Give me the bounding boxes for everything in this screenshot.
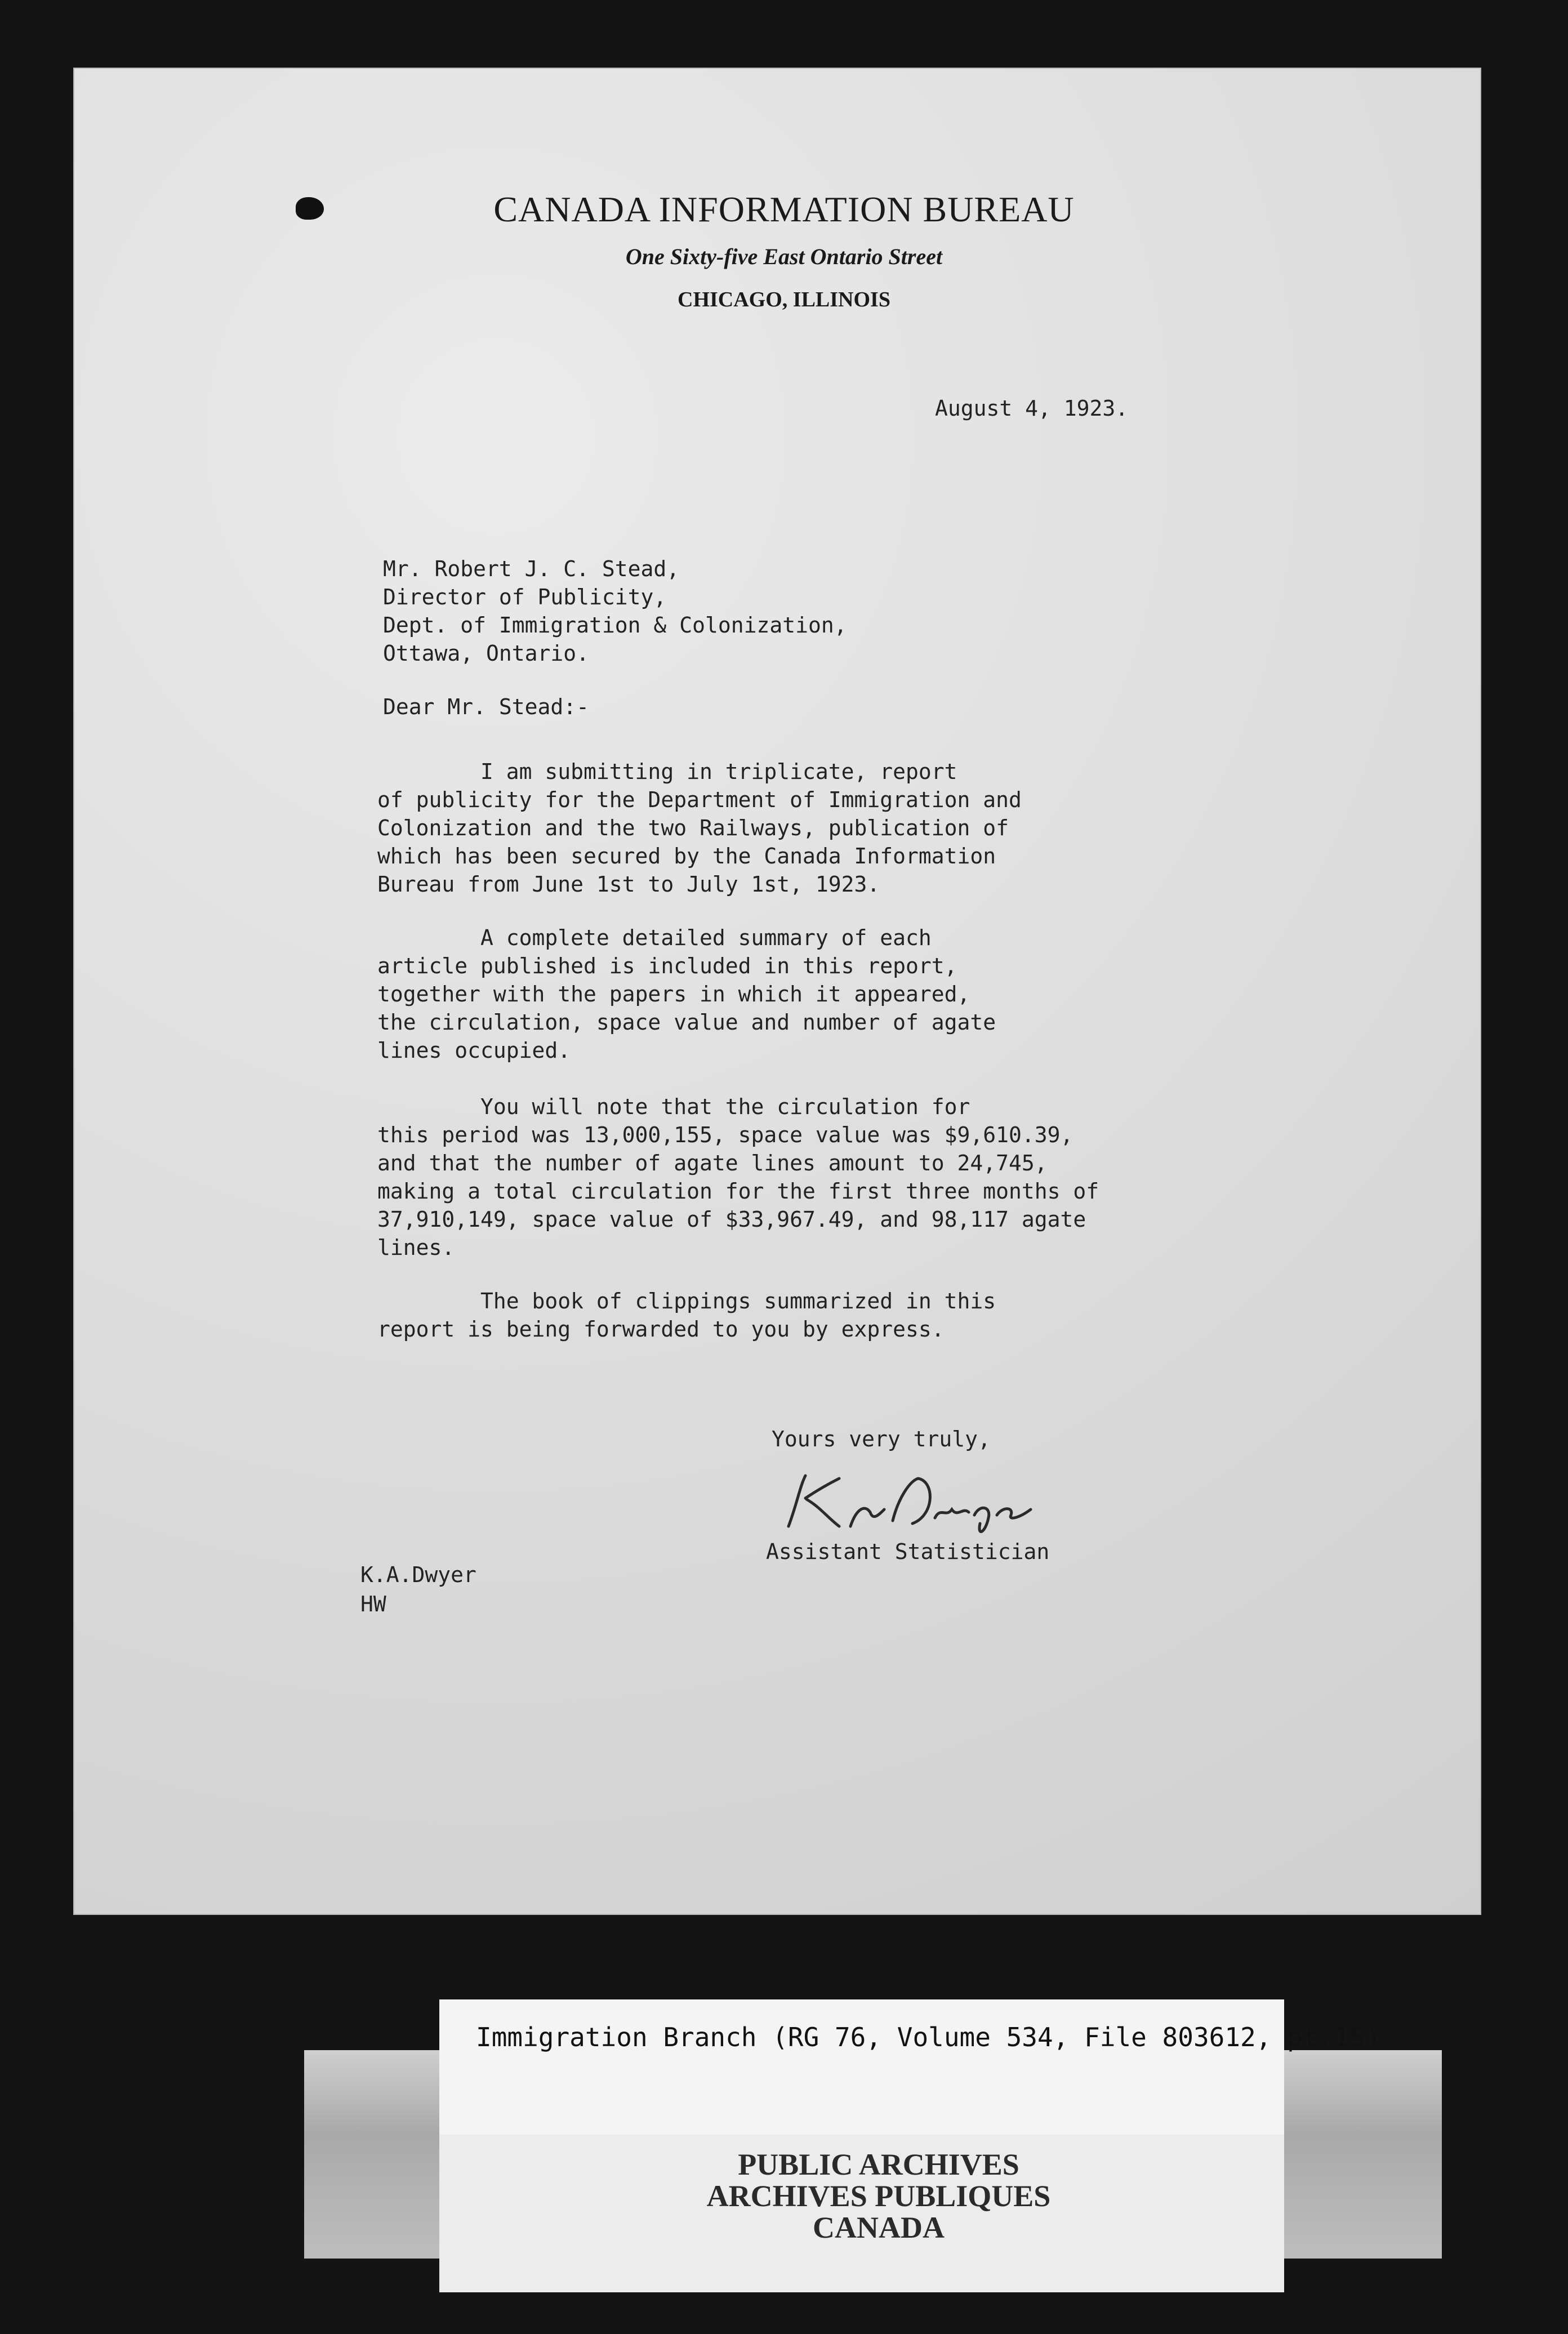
body-paragraph-2 — [377, 924, 996, 1064]
letter-date: August 4, 1923. — [935, 396, 1129, 421]
text-line: making a total circulation for the first three months of — [377, 1179, 1099, 1204]
recipient-address — [383, 555, 847, 667]
stamp-line: PUBLIC ARCHIVES — [738, 2148, 1019, 2181]
address-line: Mr. Robert J. C. Stead, — [383, 556, 680, 581]
address-line: Director of Publicity, — [383, 585, 667, 609]
text-line: article published is included in this report, — [377, 954, 957, 978]
text-line: of publicity for the Department of Immigration and — [377, 787, 1022, 812]
text-line: and that the number of agate lines amount to 24,745, — [377, 1151, 1048, 1175]
closing: Yours very truly, — [772, 1427, 991, 1451]
signer-title: Assistant Statistician — [766, 1539, 1050, 1564]
text-line: lines. — [377, 1235, 455, 1260]
archive-label: Immigration Branch (RG 76, Volume 534, File 803612, pt.15) — [476, 2022, 1381, 2052]
text-line: The book of clippings summarized in this — [377, 1289, 996, 1313]
reference-line: HW — [360, 1592, 386, 1616]
letterhead-city: CHICAGO, ILLINOIS — [678, 288, 890, 311]
salutation: Dear Mr. Stead:- — [383, 694, 590, 719]
text-line: together with the papers in which it appeared, — [377, 982, 970, 1006]
body-paragraph-3 — [377, 1093, 1099, 1262]
text-line: this period was 13,000,155, space value was $9,610.39, — [377, 1123, 1073, 1147]
letterhead-street: One Sixty-five East Ontario Street — [625, 244, 943, 269]
letterhead-organization: CANADA INFORMATION BUREAU — [493, 189, 1075, 229]
stamp-line: ARCHIVES PUBLIQUES — [706, 2179, 1051, 2213]
text-line: Colonization and the two Railways, publication of — [377, 816, 1009, 840]
text-line: report is being forwarded to you by express. — [377, 1317, 945, 1342]
body-paragraph-1 — [377, 758, 1022, 898]
archive-label-card — [439, 1999, 1381, 2135]
reference-line: K.A.Dwyer — [360, 1562, 476, 1587]
stamp-line: CANADA — [813, 2211, 945, 2244]
handwritten-signature — [766, 1464, 1059, 1543]
text-line: 37,910,149, space value of $33,967.49, and 98,117 agate — [377, 1207, 1086, 1232]
text-line: Bureau from June 1st to July 1st, 1923. — [377, 872, 880, 897]
address-line: Ottawa, Ontario. — [383, 641, 590, 666]
text-line: lines occupied. — [377, 1038, 571, 1063]
text-line: I am submitting in triplicate, report — [377, 759, 957, 784]
body-paragraph-4 — [377, 1287, 996, 1343]
address-line: Dept. of Immigration & Colonization, — [383, 613, 847, 638]
archive-stamp — [653, 2149, 1104, 2243]
text-line: the circulation, space value and number of agate — [377, 1010, 996, 1035]
text-line: which has been secured by the Canada Information — [377, 844, 996, 868]
reference-initials — [360, 1560, 476, 1619]
text-line: You will note that the circulation for — [377, 1094, 970, 1119]
text-line: A complete detailed summary of each — [377, 925, 932, 950]
